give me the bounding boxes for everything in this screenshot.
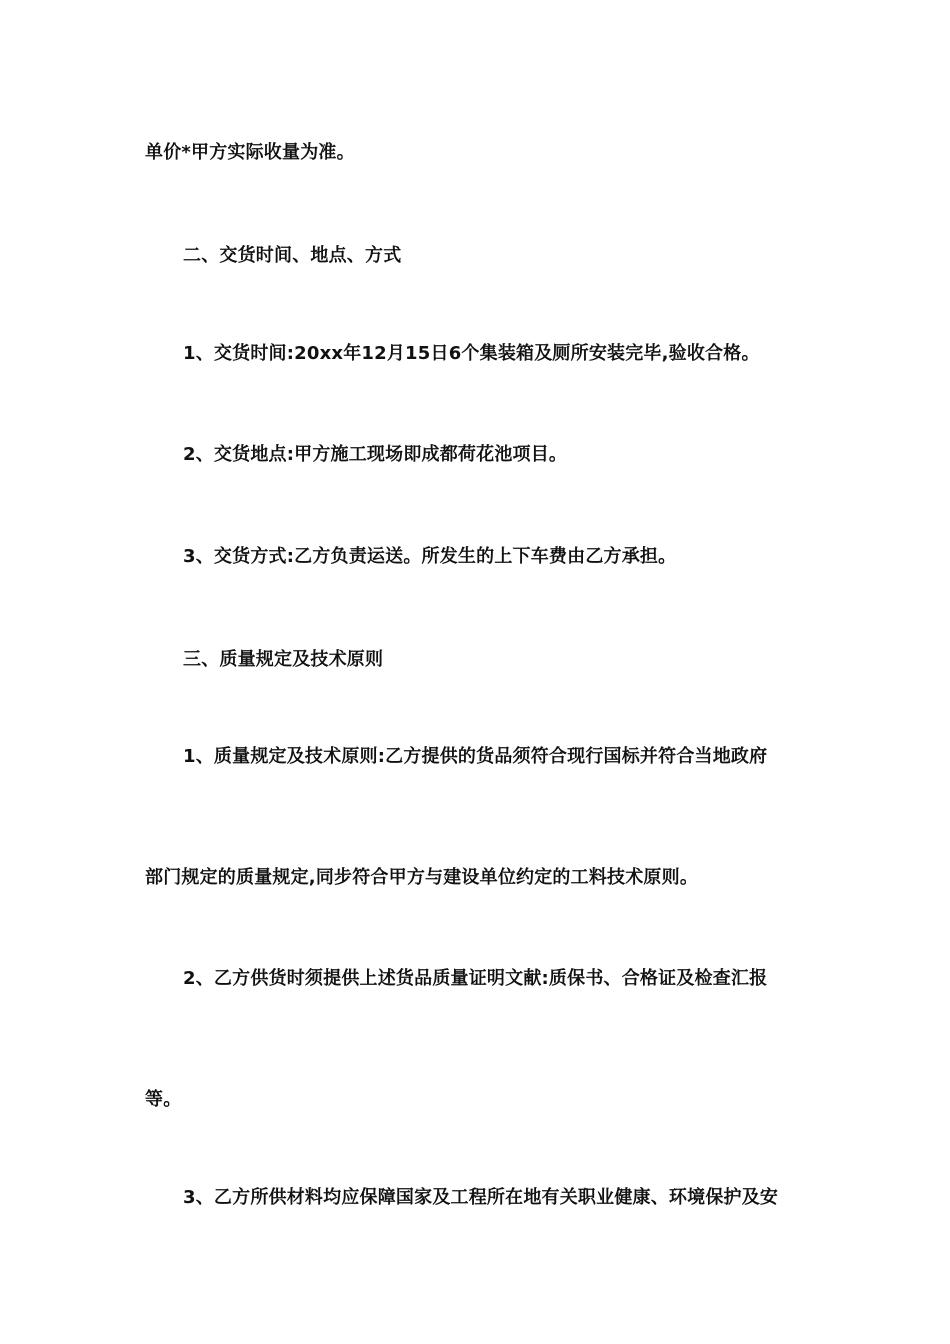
- paragraph-line: 2、交货地点:甲方施工现场即成都荷花池项目。: [183, 444, 568, 465]
- paragraph-line: 2、乙方供货时须提供上述货品质量证明文献:质保书、合格证及检查汇报: [183, 968, 768, 989]
- paragraph-line: 等。: [145, 1089, 182, 1110]
- paragraph-line: 部门规定的质量规定,同步符合甲方与建设单位约定的工料技术原则。: [145, 867, 699, 888]
- section-heading: 二、交货时间、地点、方式: [183, 245, 402, 266]
- paragraph-line: 3、交货方式:乙方负责运送。所发生的上下车费由乙方承担。: [183, 546, 677, 567]
- paragraph-line: 1、交货时间:20xx年12月15日6个集装箱及厕所安装完毕,验收合格。: [183, 343, 760, 364]
- paragraph-line: 单价*甲方实际收量为准。: [145, 142, 355, 163]
- paragraph-line: 3、乙方所供材料均应保障国家及工程所在地有关职业健康、环境保护及安: [183, 1187, 779, 1208]
- paragraph-line: 1、质量规定及技术原则:乙方提供的货品须符合现行国标并符合当地政府: [183, 746, 768, 767]
- section-heading: 三、质量规定及技术原则: [183, 649, 384, 670]
